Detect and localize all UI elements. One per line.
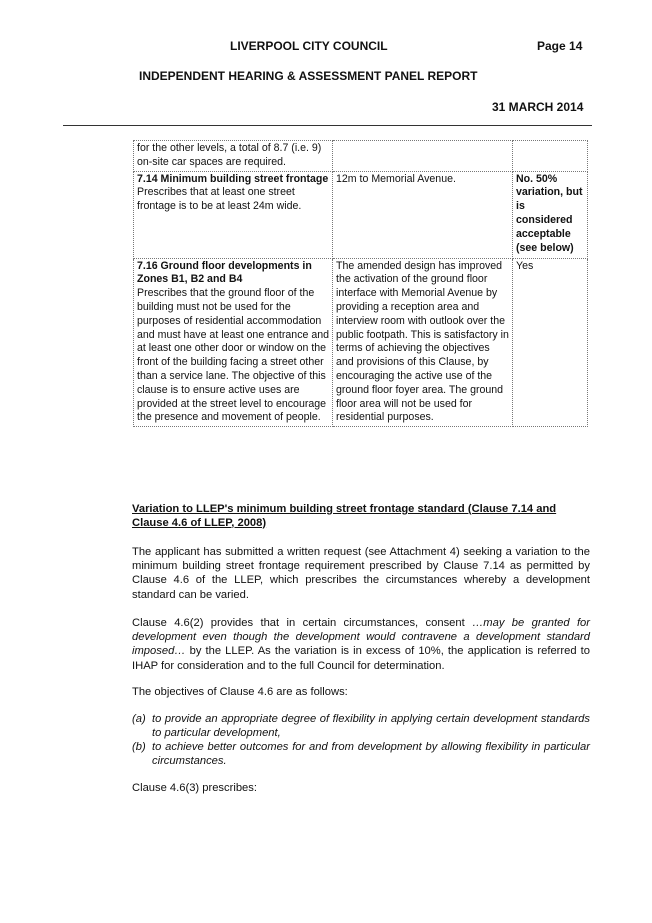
proposal-cell: The amended design has improved the activation of the ground floor interface with Memorial Avenue by providing a reception area and interview room with outlook over the public footpath. This is satisfactory in terms of achieving the objectives and provisions of this Clause, by encouraging the active use of the ground floor foyer area. The ground floor area will not be used for residential purposes. bbox=[333, 258, 513, 427]
control-text: Prescribes that the ground floor of the building must not be used for the purposes of residential accommodation and must have at least one entrance and at least one other door or window on the front of the building facing a street other than a service lane. The objective of this clause is to ensure active uses are provided at the street level to encourage the presence and movement of people. bbox=[137, 287, 329, 424]
control-cell bbox=[134, 258, 333, 427]
list-marker: (a) bbox=[132, 713, 146, 725]
proposal-cell: 12m to Memorial Avenue. bbox=[333, 171, 513, 258]
control-text: Prescribes that at least one street frontage is to be at least 24m wide. bbox=[137, 186, 302, 213]
compliance-cell: No. 50% variation, but is considered acceptable (see below) bbox=[513, 171, 588, 258]
section-heading: Variation to LLEP's minimum building street frontage standard (Clause 7.14 and Clause 4.6 of LLEP, 2008) bbox=[132, 503, 557, 529]
paragraph-tail: by the LLEP. As the variation is in excess of 10%, the application is referred to IHAP for consideration and to the full Council for determination. bbox=[132, 645, 590, 672]
paragraph-clause-4-6-2 bbox=[132, 616, 590, 673]
control-heading: 7.14 Minimum building street frontage bbox=[137, 172, 329, 185]
compliance-cell bbox=[513, 141, 588, 172]
compliance-cell: Yes bbox=[513, 258, 588, 427]
list-item bbox=[132, 740, 590, 768]
control-cell bbox=[134, 171, 333, 258]
paragraph-objectives-intro: The objectives of Clause 4.6 are as follows: bbox=[132, 686, 348, 698]
paragraph-quote: …may be granted for development even though the development would contravene a development standard imposed… bbox=[132, 617, 591, 658]
list-text: to provide an appropriate degree of flexibility in applying certain development standards to particular development, bbox=[152, 713, 590, 739]
compliance-table bbox=[133, 140, 588, 427]
list-text: to achieve better outcomes for and from development by allowing flexibility in particular circumstances. bbox=[152, 741, 590, 767]
organisation-name: LIVERPOOL CITY COUNCIL bbox=[230, 39, 388, 53]
control-heading: 7.16 Ground floor developments in Zones B1, B2 and B4 bbox=[137, 259, 312, 286]
page-number: Page 14 bbox=[537, 39, 583, 53]
list-marker: (b) bbox=[132, 741, 146, 753]
list-item bbox=[132, 712, 590, 740]
control-text: for the other levels, a total of 8.7 (i.e. 9) on-site car spaces are required. bbox=[137, 142, 322, 168]
header-divider bbox=[63, 125, 592, 126]
table-row bbox=[134, 141, 588, 172]
proposal-cell bbox=[333, 141, 513, 172]
paragraph-lead: Clause 4.6(2) provides that in certain circumstances, consent bbox=[132, 617, 473, 629]
report-title: INDEPENDENT HEARING & ASSESSMENT PANEL REPORT bbox=[139, 69, 478, 83]
table-row bbox=[134, 171, 588, 258]
table-row bbox=[134, 258, 588, 427]
paragraph-request: The applicant has submitted a written request (see Attachment 4) seeking a variation to the minimum building street frontage requirement prescribed by Clause 7.14 as permitted by Clause 4.6 of the LLEP, which prescribes the circumstances whereby a development standard can be varied. bbox=[132, 546, 590, 601]
report-date: 31 MARCH 2014 bbox=[492, 100, 584, 114]
control-cell bbox=[134, 141, 333, 172]
paragraph-clause-4-6-3: Clause 4.6(3) prescribes: bbox=[132, 782, 257, 794]
